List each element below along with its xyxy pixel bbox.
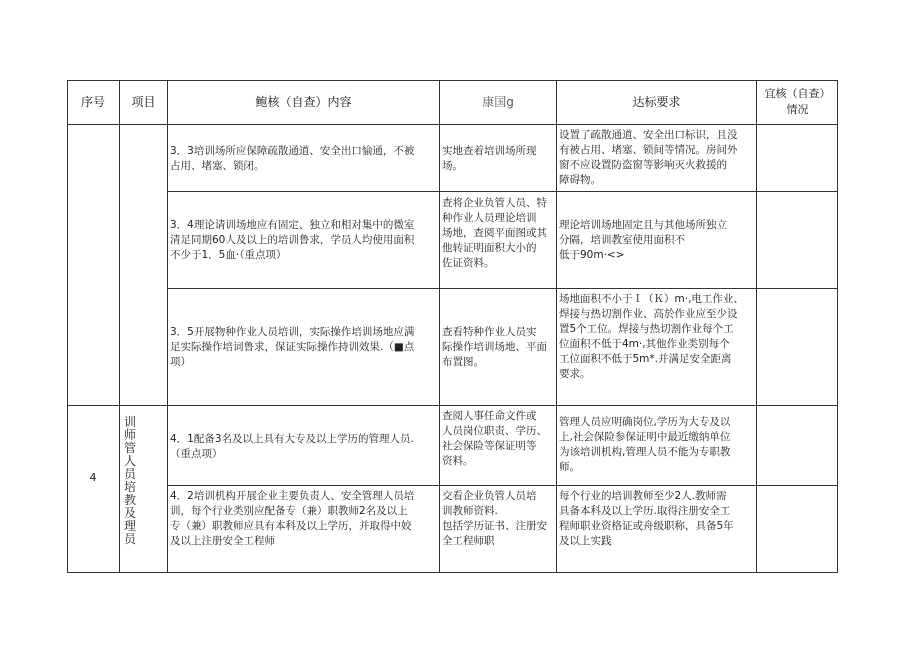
text-line: 4．2培训机构开展企业主要负责人、安全管理人员培 (170, 490, 415, 502)
text-line: 资料。 (442, 455, 474, 467)
text-line: 有被占用、堵塞、锁间等情况。房间外 (559, 144, 738, 156)
text-line: 低于90m·<> (559, 249, 625, 261)
text-line: 清足同期60人及以上的培训鲁求，学员人均使用面积 (170, 234, 415, 246)
text-line: 场地面积不小于Ｉ（Ｋ）m·,电工作业、 (559, 293, 744, 305)
text-line: 置5个工位。焊接与热切割作业每个工 (559, 323, 734, 335)
inspection-table (67, 80, 838, 573)
text-line: 位面积不低于4m·,其他作业类别每个 (559, 338, 730, 350)
text-line: 要求。 (559, 368, 591, 380)
text-line: 人员岗位职责、学历、 (442, 425, 547, 437)
text-line: 设置了疏散通道、安全出口标识，且没 (559, 129, 738, 141)
col-divider (556, 80, 557, 573)
row-divider (67, 405, 838, 406)
text-line: 际操作培训场地、平面 (442, 341, 547, 353)
header-result-line2: 情况 (786, 103, 809, 116)
text-line: 理论培训场地固定且与其他场所独立 (559, 219, 727, 231)
group-no: 4 (89, 471, 97, 484)
row-divider (167, 288, 838, 289)
col-divider (167, 80, 168, 573)
text-line: 查阅人事任命文件或 (442, 410, 537, 422)
row-method (442, 409, 556, 469)
row-method (442, 144, 556, 174)
col-divider (119, 80, 120, 573)
text-line: 4．1配备3名及以上具有大专及以上学历的管理人员. (170, 433, 414, 445)
header-content: 鲍核（自查）内容 (255, 95, 352, 109)
text-line: 社会保险等保证明等 (442, 440, 537, 452)
text-line: 场。 (442, 160, 463, 172)
text-line: 实地查着培训场所现 (442, 145, 537, 157)
text-line: 项） (170, 356, 191, 368)
text-line: 工位面积不低于5m*.并满足安全距离 (559, 353, 732, 365)
header-divider (67, 124, 838, 125)
header-item: 项目 (131, 95, 156, 109)
table-border-bottom (67, 572, 838, 573)
row-method (442, 489, 556, 549)
col-divider (756, 80, 757, 573)
row-standard (559, 292, 756, 382)
group-item: 训师管人员培教及理员 (123, 415, 136, 546)
text-line: 具备本科及以上学历.取得注册安全工 (559, 505, 731, 517)
text-line: 包括学历证书、注册安 (442, 520, 547, 532)
text-line: 焊接与热切割作业、高於作业应至少设 (559, 308, 738, 320)
header-result-line1: 宜核（自查） (764, 87, 831, 100)
row-content (170, 489, 438, 549)
text-line: 场地，查阅平面图或其 (442, 227, 547, 239)
text-line: （重点项） (170, 448, 223, 460)
header-method: 康国g (482, 95, 514, 109)
text-line: 3．3培训场所应保障疏散通道、安全出口愉通，不被 (170, 145, 415, 157)
text-line: 佐证资料。 (442, 257, 495, 269)
row-divider (167, 191, 838, 192)
text-line: 专（兼）职教师应具有本科及以上学历，并取得中姣 (170, 520, 412, 532)
text-line: 训，每个行业类别应配备专（兼）职教师2名及以上 (170, 505, 408, 517)
row-method (442, 325, 556, 370)
text-line: 布置图。 (442, 356, 484, 368)
table-border-right (837, 80, 838, 573)
text-line: 训教师资料. (442, 505, 498, 517)
row-method (442, 196, 556, 271)
text-line: 及以上注册安全工程师 (170, 535, 275, 547)
row-content (170, 432, 438, 462)
text-line: 分隔，培训教室使用面积不 (559, 234, 685, 246)
row-divider (167, 485, 838, 486)
text-line: 查看特种作业人员实 (442, 326, 537, 338)
text-line: 程师职业资格证或舟级职称，具备5年 (559, 520, 734, 532)
text-line: 足实际操作培词鲁求，保证实际操作持训效果.（■点 (170, 341, 415, 353)
text-line: 占用、堵塞、锁闭。 (170, 160, 265, 172)
row-standard (559, 415, 756, 475)
text-line: 师。 (559, 461, 580, 473)
header-no: 序号 (80, 95, 105, 109)
row-standard (559, 489, 756, 549)
text-line: 及以上实践 (559, 535, 612, 547)
text-line: 他转证明面积大小的 (442, 242, 537, 254)
row-content (170, 325, 438, 370)
header-result (757, 86, 838, 118)
text-line: 3．4理论请训场地应有固定、独立和相对集中的微室 (170, 219, 415, 231)
row-standard (559, 218, 756, 263)
text-line: 3．5开展物种作业人员培训，实际操作培训场地应满 (170, 326, 415, 338)
text-line: 管理人员应明确岗位,学历为大专及以 (559, 416, 731, 428)
table-border-left (67, 80, 68, 573)
text-line: 障碍物。 (559, 174, 601, 186)
table-border-top (67, 80, 838, 81)
text-line: 每个行业的培训教师至少2人.教师需 (559, 490, 727, 502)
text-line: 种作业人员理论培训 (442, 212, 537, 224)
text-line: 为该培训机构,管理人员不能为专职教 (559, 446, 731, 458)
text-line: 查将企业负管人员、特 (442, 197, 547, 209)
row-content (170, 218, 438, 263)
row-content (170, 144, 438, 174)
text-line: 窗不应设置防盗窗等影响灭火救援的 (559, 159, 727, 171)
header-standard: 达标要求 (632, 95, 681, 109)
text-line: 全工程师职 (442, 535, 495, 547)
row-standard (559, 128, 756, 188)
text-line: 上,社会保险参保证明中最近缴纳单位 (559, 431, 731, 443)
text-line: 不少于1．5血·（重点项） (170, 249, 287, 261)
col-divider (439, 80, 440, 573)
text-line: 交看企业负管人员培 (442, 490, 537, 502)
